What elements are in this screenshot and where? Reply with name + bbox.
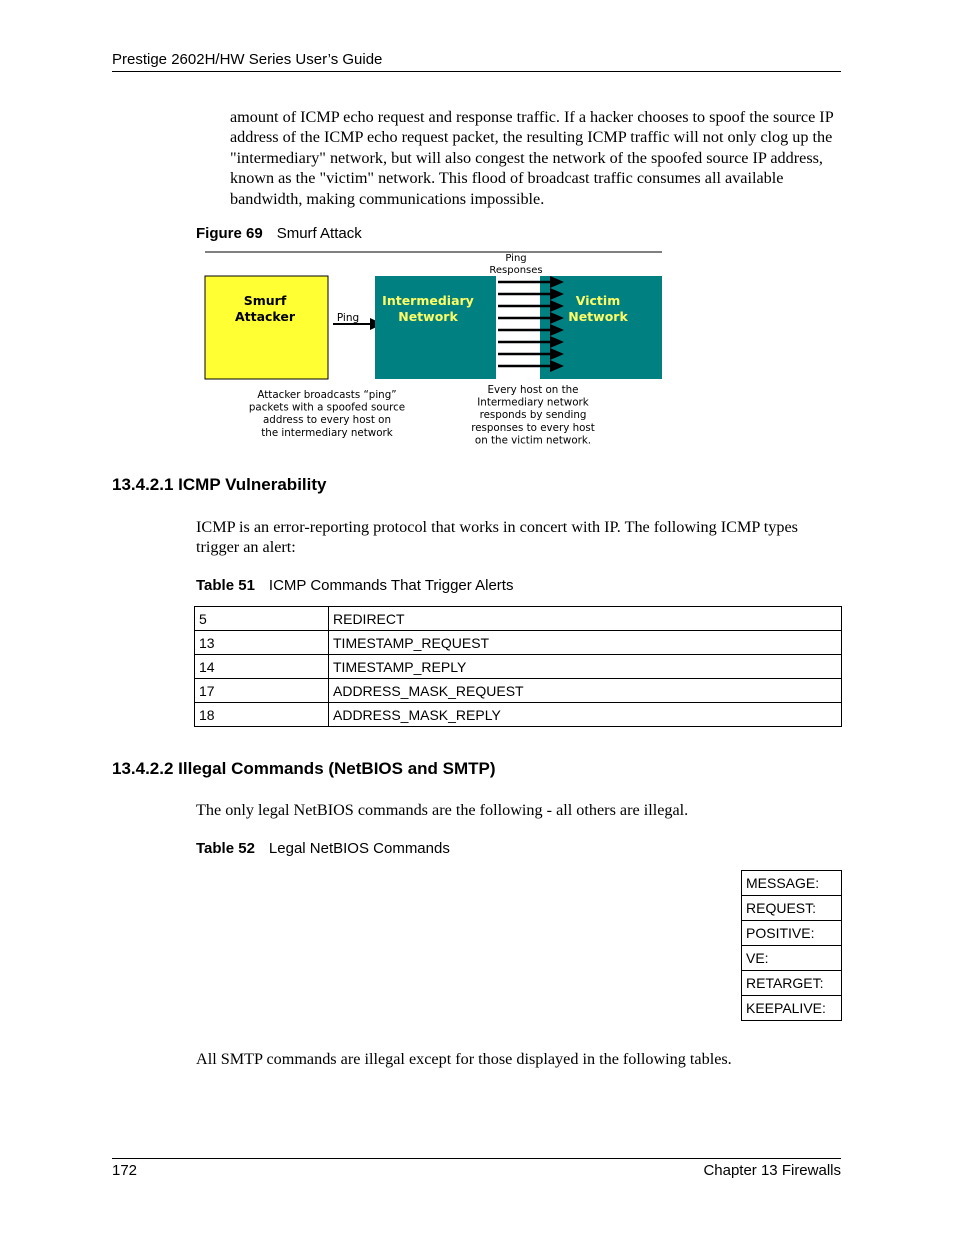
table51-title: ICMP Commands That Trigger Alerts: [268, 577, 514, 594]
responses-label-line2: Responses: [489, 265, 543, 276]
icmp-command-cell: TIMESTAMP_REPLY: [329, 655, 842, 679]
network-note: [471, 384, 595, 446]
ping-label: Ping: [336, 312, 360, 324]
responses-label-line1: Ping: [505, 253, 527, 264]
table-row: [195, 679, 842, 703]
icmp-type-cell: 5: [195, 607, 329, 631]
icmp-command-cell: ADDRESS_MASK_REQUEST: [329, 679, 842, 703]
header-rule: [112, 71, 841, 72]
network-note-line: on the victim network.: [474, 434, 592, 447]
table-row: [195, 607, 842, 631]
table-row: [195, 703, 842, 727]
chapter-footer: Chapter 13 Firewalls: [703, 1162, 841, 1179]
netbios-command-cell: KEEPALIVE:: [742, 996, 842, 1021]
intermediary-label-line1: Intermediary: [382, 293, 474, 308]
icmp-command-cell: REDIRECT: [329, 607, 842, 631]
table52-title: Legal NetBIOS Commands: [268, 840, 450, 857]
netbios-paragraph: The only legal NetBIOS commands are the following - all others are illegal.: [196, 801, 689, 819]
netbios-commands-table: [741, 870, 842, 1021]
network-note-line: responses to every host: [471, 421, 595, 434]
icmp-command-cell: ADDRESS_MASK_REPLY: [329, 703, 842, 727]
table-row: [742, 971, 842, 996]
table-row: [742, 946, 842, 971]
network-note-line: Intermediary network: [477, 396, 589, 409]
netbios-command-cell: MESSAGE:: [742, 871, 842, 896]
attacker-note-line: packets with a spoofed source: [248, 401, 406, 414]
table-row: [195, 631, 842, 655]
network-note-line: Every host on the: [487, 384, 579, 396]
icmp-command-cell: TIMESTAMP_REQUEST: [329, 631, 842, 655]
icmp-type-cell: 13: [195, 631, 329, 655]
icmp-type-cell: 17: [195, 679, 329, 703]
smurf-attacker-box: [205, 276, 328, 379]
table52-caption: [196, 840, 450, 857]
table-row: [742, 921, 842, 946]
attacker-note-line: Attacker broadcasts “ping”: [257, 389, 397, 401]
table51-caption: [196, 577, 513, 594]
table51-label: Table 51: [196, 577, 255, 594]
intro-paragraph: amount of ICMP echo request and response traffic. If a hacker chooses to spoof the source IP address of the ICMP echo request packet, the resulting ICMP traffic will not only clog up the "intermediary" network, but will also congest the network of the spoofed source IP address, known as the "victim" network. This flood of broadcast traffic consumes all available bandwidth, making communications impossible.: [230, 108, 834, 208]
figure-caption: [196, 225, 362, 242]
table-row: [742, 996, 842, 1021]
attacker-label-line1: Smurf: [243, 293, 287, 308]
response-gap: [496, 276, 540, 379]
footer-rule: [112, 1158, 841, 1159]
table-row: [742, 896, 842, 921]
victim-label-line2: Network: [568, 309, 628, 324]
smurf-attack-diagram: [200, 248, 666, 448]
figure-label: Figure 69: [196, 225, 263, 242]
table-row: [195, 655, 842, 679]
attacker-label-line2: Attacker: [234, 309, 296, 324]
icmp-type-cell: 14: [195, 655, 329, 679]
netbios-command-cell: RETARGET:: [742, 971, 842, 996]
illegal-commands-heading: 13.4.2.2 Illegal Commands (NetBIOS and SMTP): [112, 759, 496, 778]
icmp-alert-table: [194, 606, 842, 727]
netbios-command-cell: REQUEST:: [742, 896, 842, 921]
netbios-command-cell: POSITIVE:: [742, 921, 842, 946]
icmp-vulnerability-heading: 13.4.2.1 ICMP Vulnerability: [112, 475, 327, 494]
netbios-command-cell: VE:: [742, 946, 842, 971]
attacker-note-line: the intermediary network: [261, 426, 393, 439]
intermediary-label-line2: Network: [398, 309, 458, 324]
network-note-line: responds by sending: [479, 409, 587, 422]
victim-label-line1: Victim: [575, 293, 621, 308]
figure-title: Smurf Attack: [276, 225, 362, 242]
attacker-note: [249, 389, 405, 439]
table-row: [742, 871, 842, 896]
icmp-type-cell: 18: [195, 703, 329, 727]
table52-label: Table 52: [196, 840, 255, 857]
icmp-paragraph: ICMP is an error-reporting protocol that works in concert with IP. The following ICMP types trigger an alert:: [196, 518, 798, 557]
smtp-paragraph: All SMTP commands are illegal except for those displayed in the following tables.: [196, 1050, 732, 1068]
page-number: 172: [112, 1162, 138, 1179]
running-header-title: Prestige 2602H/HW Series User’s Guide: [112, 51, 383, 68]
attacker-note-line: address to every host on: [262, 414, 392, 427]
